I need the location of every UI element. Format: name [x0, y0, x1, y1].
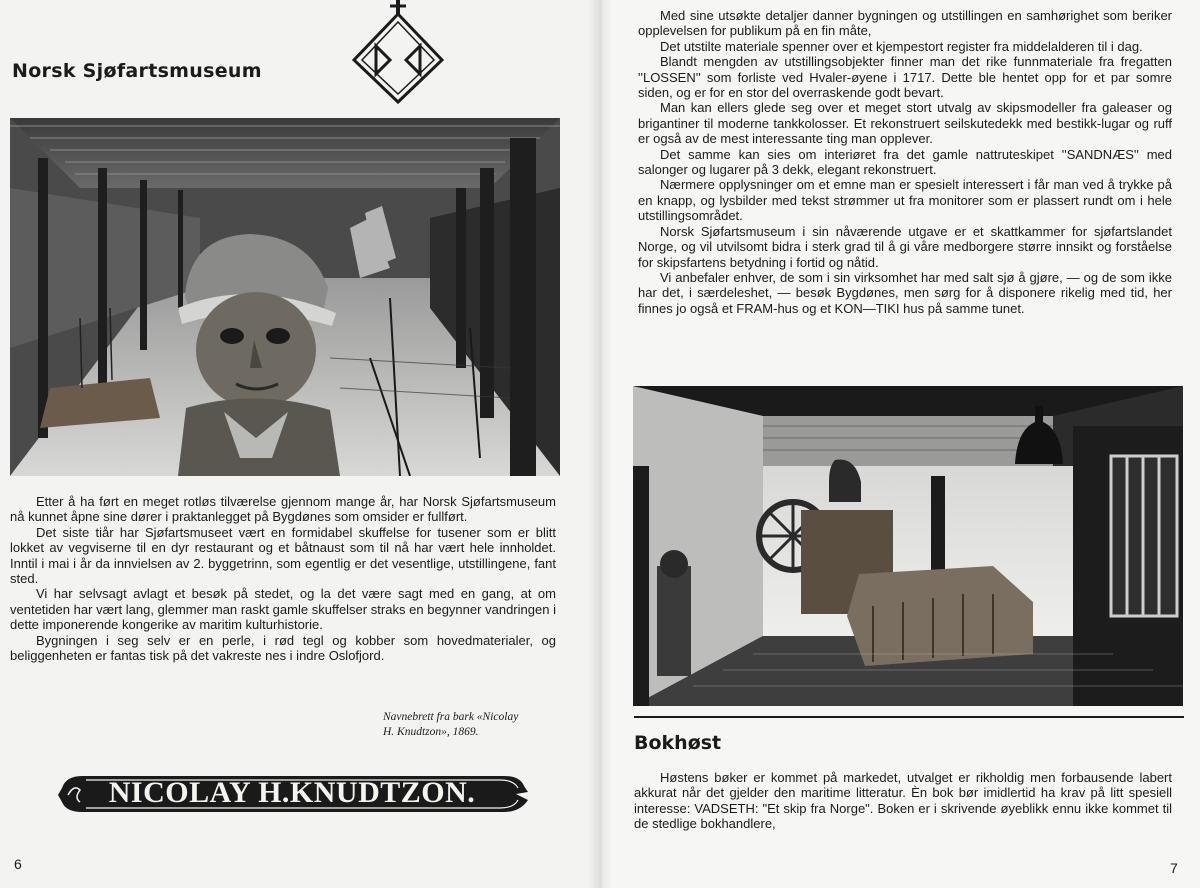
paragraph: Man kan ellers glede seg over et meget stort utvalg av skipsmodeller fra galeaser og brigantiner til moderne tankkolosser. Et rekonstruert seilskutedekk med bestikk-lugar og ruff er også av de mest interessante ting man opplever.: [638, 100, 1172, 147]
page-number: 6: [14, 856, 22, 872]
paragraph: Med sine utsøkte detaljer danner bygningen og utstillingen en samhørighet som beriker opplevelsen for publikum på en fin måte,: [638, 8, 1172, 39]
section-divider: [634, 716, 1184, 718]
paragraph: Det siste tiår har Sjøfartsmuseet vært en formidabel skuffelse for tusener som er blitt lokket av vegviserne til en dyr restaurant og et båtnaust som til nå har vært hele innholdet. Inntil i mai i år da innvielsen av 2. byggetrinn, som egentlig er det vesentlige, utstillingene, fant sted.: [10, 524, 556, 587]
paragraph: Bygningen i seg selv er en perle, i rød tegl og kobber som hovedmaterialer, og beliggenheten er fantas tisk på det vakreste nes i indre Oslofjord.: [10, 632, 556, 664]
ship-deck-photo: [633, 386, 1183, 706]
paragraph: Høstens bøker er kommet på markedet, utvalget er rikholdig men forbausende labert akkurat når det gjelder den maritime litteratur. Èn bok bør imidlertid ha krav på litt spesiell interesse: VADSETH: "Et skip fra Norge". Boken er i skrivende øyeblikk ennu ikke kommet til de stedlige bokhandlere,: [634, 770, 1172, 832]
photo-caption: Navnebrett fra bark «Nicolay H. Knudtzon», 1869.: [383, 711, 519, 738]
paragraph: Etter å ha ført en meget rotløs tilværelse gjennom mange år, har Norsk Sjøfartsmuseum nå kunnet åpne sine dører i praktanlegget på Bygdønes som omsider er fullført.: [10, 494, 556, 525]
left-page: [0, 0, 598, 888]
museum-hall-photo: [10, 118, 560, 476]
paragraph: Norsk Sjøfartsmuseum i sin nåværende utgave er et skattkammer for sjøfartslandet Norge, og vil utvilsomt bidra i sterk grad til å gi våre medborgere større innsikt og forståelse for skipsfartens betydning i fortid og nåtid.: [638, 223, 1172, 270]
article-body-left: [10, 494, 556, 663]
paragraph: Vi anbefaler enhver, de som i sin virksomhet har med salt sjø å gjøre, — og de som ikke har det, i særdeleshet, — besøk Bygdønes, men sørg for å disponere rikelig med tid, her finnes jo også et FRAM-hus og et KON—TIKI hus på samme tunet.: [638, 269, 1172, 316]
right-page: [598, 0, 1200, 888]
article-title: Norsk Sjøfartsmuseum: [12, 60, 262, 82]
section-body: [634, 770, 1172, 832]
anchor-emblem-icon: [346, 0, 450, 106]
page-number: 7: [1170, 860, 1178, 876]
article-body-right: [638, 8, 1172, 316]
paragraph: Blandt mengden av utstillingsobjekter finner man det rike funnmateriale fra fregatten ''LOSSEN'' som forliste ved Hvaler-øyene i 1717. Dette ble hentet opp for et par somre siden, og er for en stor del overraskende godt bevart.: [638, 54, 1172, 101]
paragraph: Vi har selvsagt avlagt et besøk på stedet, og la det være sagt med en gang, at om ventetiden har vært lang, glemmer man raskt gamle skuffelser straks en begynner vandringen i dette imponerende kongerike av maritim kulturhistorie.: [10, 586, 556, 633]
paragraph: Det utstilte materiale spenner over et kjempestort register fra middelalderen til i dag.: [660, 38, 1143, 54]
paragraph: Nærmere opplysninger om et emne man er spesielt interessert i får man ved å trykke på en knapp, og lysbilder med tekst strømmer ut fra monitorer som er plassert rundt om i hele utstillingsområdet.: [638, 177, 1172, 224]
section-title: Bokhøst: [634, 732, 722, 754]
paragraph: Det samme kan sies om interiøret fra det gamle nattruteskipet ''SANDNÆS'' med salonger og lugarer på 3 dekk, elegant rekonstruert.: [638, 146, 1172, 178]
nameboard-text: NICOLAY H.KNUDTZON.: [108, 776, 476, 809]
